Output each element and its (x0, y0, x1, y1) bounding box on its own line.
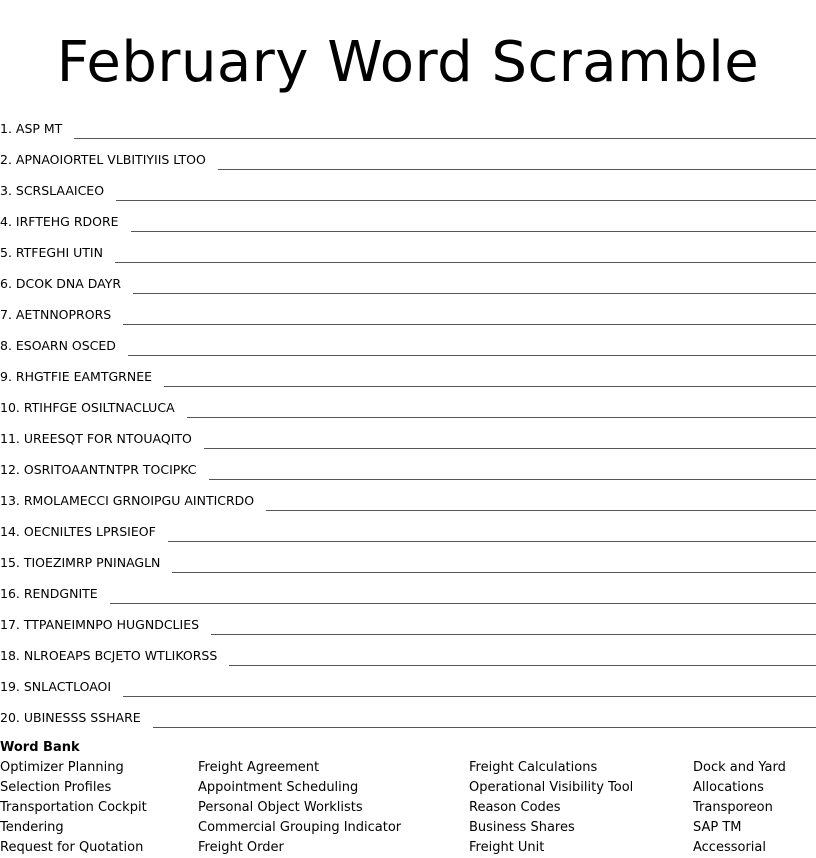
word-bank-item: Freight Order (198, 840, 284, 855)
scrambled-word: 1. ASP MT (0, 121, 63, 136)
word-bank-item: Freight Agreement (198, 760, 320, 775)
scrambled-word: 2. APNAOIORTEL VLBITIYIIS LTOO (0, 152, 206, 167)
answer-line (116, 200, 816, 201)
answer-line (229, 665, 816, 666)
scramble-row (0, 389, 816, 420)
answer-line (168, 541, 816, 542)
word-bank-column (198, 758, 401, 858)
answer-line (187, 417, 816, 418)
word-bank-item: Selection Profiles (0, 780, 112, 795)
word-bank-grid (0, 758, 816, 858)
scrambled-word: 16. RENDGNITE (0, 586, 98, 601)
answer-line (133, 293, 816, 294)
word-bank-item: Transporeon (693, 800, 773, 815)
scrambled-word: 18. NLROEAPS BCJETO WTLIKORSS (0, 648, 218, 663)
word-bank-item: Dock and Yard (693, 760, 786, 775)
word-bank-item: Allocations (693, 780, 764, 795)
word-bank-item: Accessorial (693, 840, 766, 855)
scrambled-word: 5. RTFEGHI UTIN (0, 245, 103, 260)
scrambled-word: 10. RTIHFGE OSILTNACLUCA (0, 400, 175, 415)
scramble-row (0, 513, 816, 544)
scramble-row (0, 110, 816, 141)
scramble-row (0, 420, 816, 451)
word-bank-item: Commercial Grouping Indicator (198, 820, 402, 835)
answer-line (164, 386, 816, 387)
scrambled-word: 20. UBINESSS SSHARE (0, 710, 141, 725)
word-bank-column (469, 758, 633, 858)
word-bank-item: Request for Quotation (0, 840, 144, 855)
answer-line (153, 727, 816, 728)
word-bank-item: Freight Unit (469, 840, 545, 855)
answer-line (123, 696, 816, 697)
word-bank-item: Appointment Scheduling (198, 780, 359, 795)
scramble-row (0, 327, 816, 358)
scrambled-word: 17. TTPANEIMNPO HUGNDCLIES (0, 617, 200, 632)
scrambled-word: 19. SNLACTLOAOI (0, 679, 112, 694)
answer-line (131, 231, 816, 232)
scramble-row (0, 234, 816, 265)
scramble-row (0, 668, 816, 699)
scrambled-word: 9. RHGTFIE EAMTGRNEE (0, 369, 152, 384)
scrambled-word: 4. IRFTEHG RDORE (0, 214, 119, 229)
scramble-row (0, 482, 816, 513)
scramble-row (0, 296, 816, 327)
scrambled-word: 6. DCOK DNA DAYR (0, 276, 122, 291)
word-bank-item: Transportation Cockpit (0, 800, 147, 815)
answer-line (115, 262, 816, 263)
answer-line (123, 324, 816, 325)
scrambled-word: 7. AETNNOPRORS (0, 307, 112, 322)
scramble-row (0, 575, 816, 606)
word-bank-item: Tendering (0, 820, 64, 835)
word-bank-title: Word Bank (0, 740, 80, 755)
word-bank-item: SAP TM (693, 820, 742, 835)
scramble-row (0, 699, 816, 730)
scramble-row (0, 544, 816, 575)
scramble-row (0, 451, 816, 482)
answer-line (266, 510, 816, 511)
answer-line (211, 634, 816, 635)
scramble-row (0, 637, 816, 668)
scrambled-word: 3. SCRSLAAICEO (0, 183, 105, 198)
scramble-row (0, 358, 816, 389)
scramble-row (0, 606, 816, 637)
scramble-row (0, 203, 816, 234)
word-bank (0, 738, 816, 858)
word-bank-item: Reason Codes (469, 800, 561, 815)
word-bank-item: Personal Object Worklists (198, 800, 363, 815)
word-bank-item: Business Shares (469, 820, 575, 835)
answer-line (74, 138, 816, 139)
answer-line (172, 572, 816, 573)
answer-line (110, 603, 816, 604)
page-title: February Word Scramble (56, 30, 760, 95)
answer-line (204, 448, 816, 449)
scrambled-word: 15. TIOEZIMRP PNINAGLN (0, 555, 161, 570)
word-bank-column (693, 758, 786, 858)
word-bank-item: Operational Visibility Tool (469, 780, 634, 795)
word-bank-item: Optimizer Planning (0, 760, 124, 775)
scrambled-word: 14. OECNILTES LPRSIEOF (0, 524, 156, 539)
scrambled-word: 13. RMOLAMECCI GRNOIPGU AINTICRDO (0, 493, 255, 508)
scrambled-word: 12. OSRITOAANTNTPR TOCIPKC (0, 462, 197, 477)
word-bank-item: Freight Calculations (469, 760, 598, 775)
scramble-list (0, 110, 816, 730)
scramble-row (0, 265, 816, 296)
answer-line (209, 479, 816, 480)
scrambled-word: 8. ESOARN OSCED (0, 338, 116, 353)
answer-line (128, 355, 816, 356)
scramble-row (0, 172, 816, 203)
scramble-row (0, 141, 816, 172)
word-bank-column (0, 758, 147, 858)
scrambled-word: 11. UREESQT FOR NTOUAQITO (0, 431, 192, 446)
answer-line (218, 169, 816, 170)
